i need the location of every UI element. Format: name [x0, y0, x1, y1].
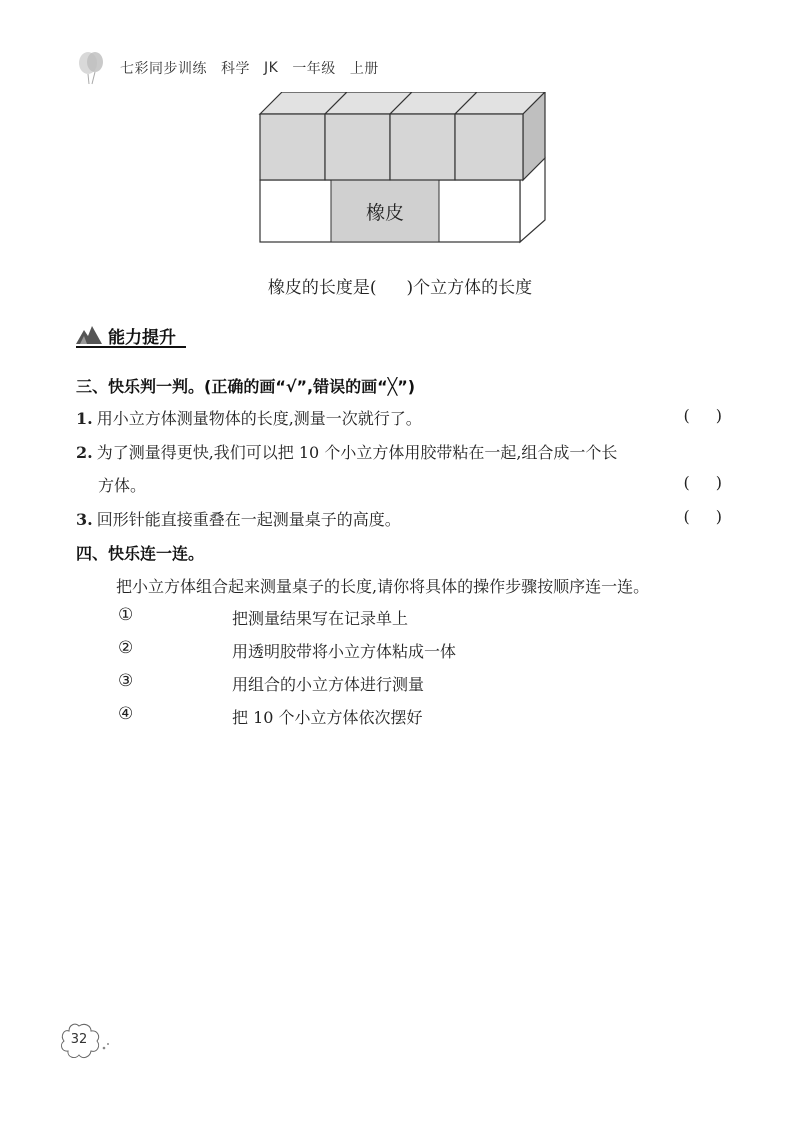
balloon-logo-icon: [76, 50, 106, 86]
section-title-text: 能力提升: [108, 327, 176, 348]
judge-item-2: [76, 440, 617, 463]
cube-front-4: [455, 114, 523, 180]
page-number: 32: [70, 1032, 88, 1047]
step-mark-4[interactable]: ④: [118, 704, 134, 724]
judge-item-1: [76, 406, 422, 429]
judge-item-3: [76, 507, 401, 530]
step-text-3[interactable]: 用组合的小立方体进行测量: [232, 675, 425, 694]
cube-front-3: [390, 114, 455, 180]
item-text: 为了测量得更快,我们可以把 10 个小立方体用胶带粘在一起,组合成一个长: [96, 443, 618, 462]
figure-caption: [0, 273, 800, 298]
item-text: 用小立方体测量物体的长度,测量一次就行了。: [96, 409, 422, 428]
series-title: 七彩同步训练: [120, 61, 207, 77]
caption-before: 橡皮的长度是(: [267, 278, 377, 298]
part3-heading: 三、快乐判一判。(正确的画“√”,错误的画“╳”): [76, 377, 416, 396]
step-text-1[interactable]: 把测量结果写在记录单上: [232, 609, 409, 628]
mountain-icon: [76, 324, 102, 346]
edition-label: JK: [264, 60, 279, 76]
step-text-2[interactable]: 用透明胶带将小立方体粘成一体: [232, 642, 457, 661]
page-header: [76, 50, 476, 86]
caption-after: )个立方体的长度: [406, 278, 533, 298]
volume-label: 上册: [349, 61, 379, 77]
step-text-4[interactable]: 把 10 个小立方体依次摆好: [232, 708, 423, 727]
item-number: 1.: [76, 409, 93, 428]
section-rule: [76, 346, 186, 348]
item-text: 回形针能直接重叠在一起测量桌子的高度。: [96, 510, 401, 529]
answer-paren-2[interactable]: ( ): [683, 473, 722, 492]
answer-paren-3[interactable]: ( ): [683, 507, 722, 526]
page-number-badge: [60, 1020, 112, 1064]
cube-front-1: [260, 114, 325, 180]
eraser-label: 橡皮: [365, 202, 405, 224]
part4-intro: 把小立方体组合起来测量桌子的长度,请你将具体的操作步骤按顺序连一连。: [116, 577, 650, 596]
step-mark-2[interactable]: ②: [118, 638, 134, 658]
answer-paren-1[interactable]: ( ): [683, 406, 722, 425]
item-number: 2.: [76, 443, 93, 462]
judge-item-2-cont: 方体。: [98, 476, 147, 495]
subject-label: 科学: [221, 61, 250, 77]
item-number: 3.: [76, 510, 93, 529]
part4-heading: 四、快乐连一连。: [76, 544, 205, 563]
cube-eraser-figure: [255, 92, 550, 244]
step-mark-1[interactable]: ①: [118, 605, 134, 625]
cube-front-2: [325, 114, 390, 180]
step-mark-3[interactable]: ③: [118, 671, 134, 691]
grade-label: 一年级: [292, 61, 336, 77]
